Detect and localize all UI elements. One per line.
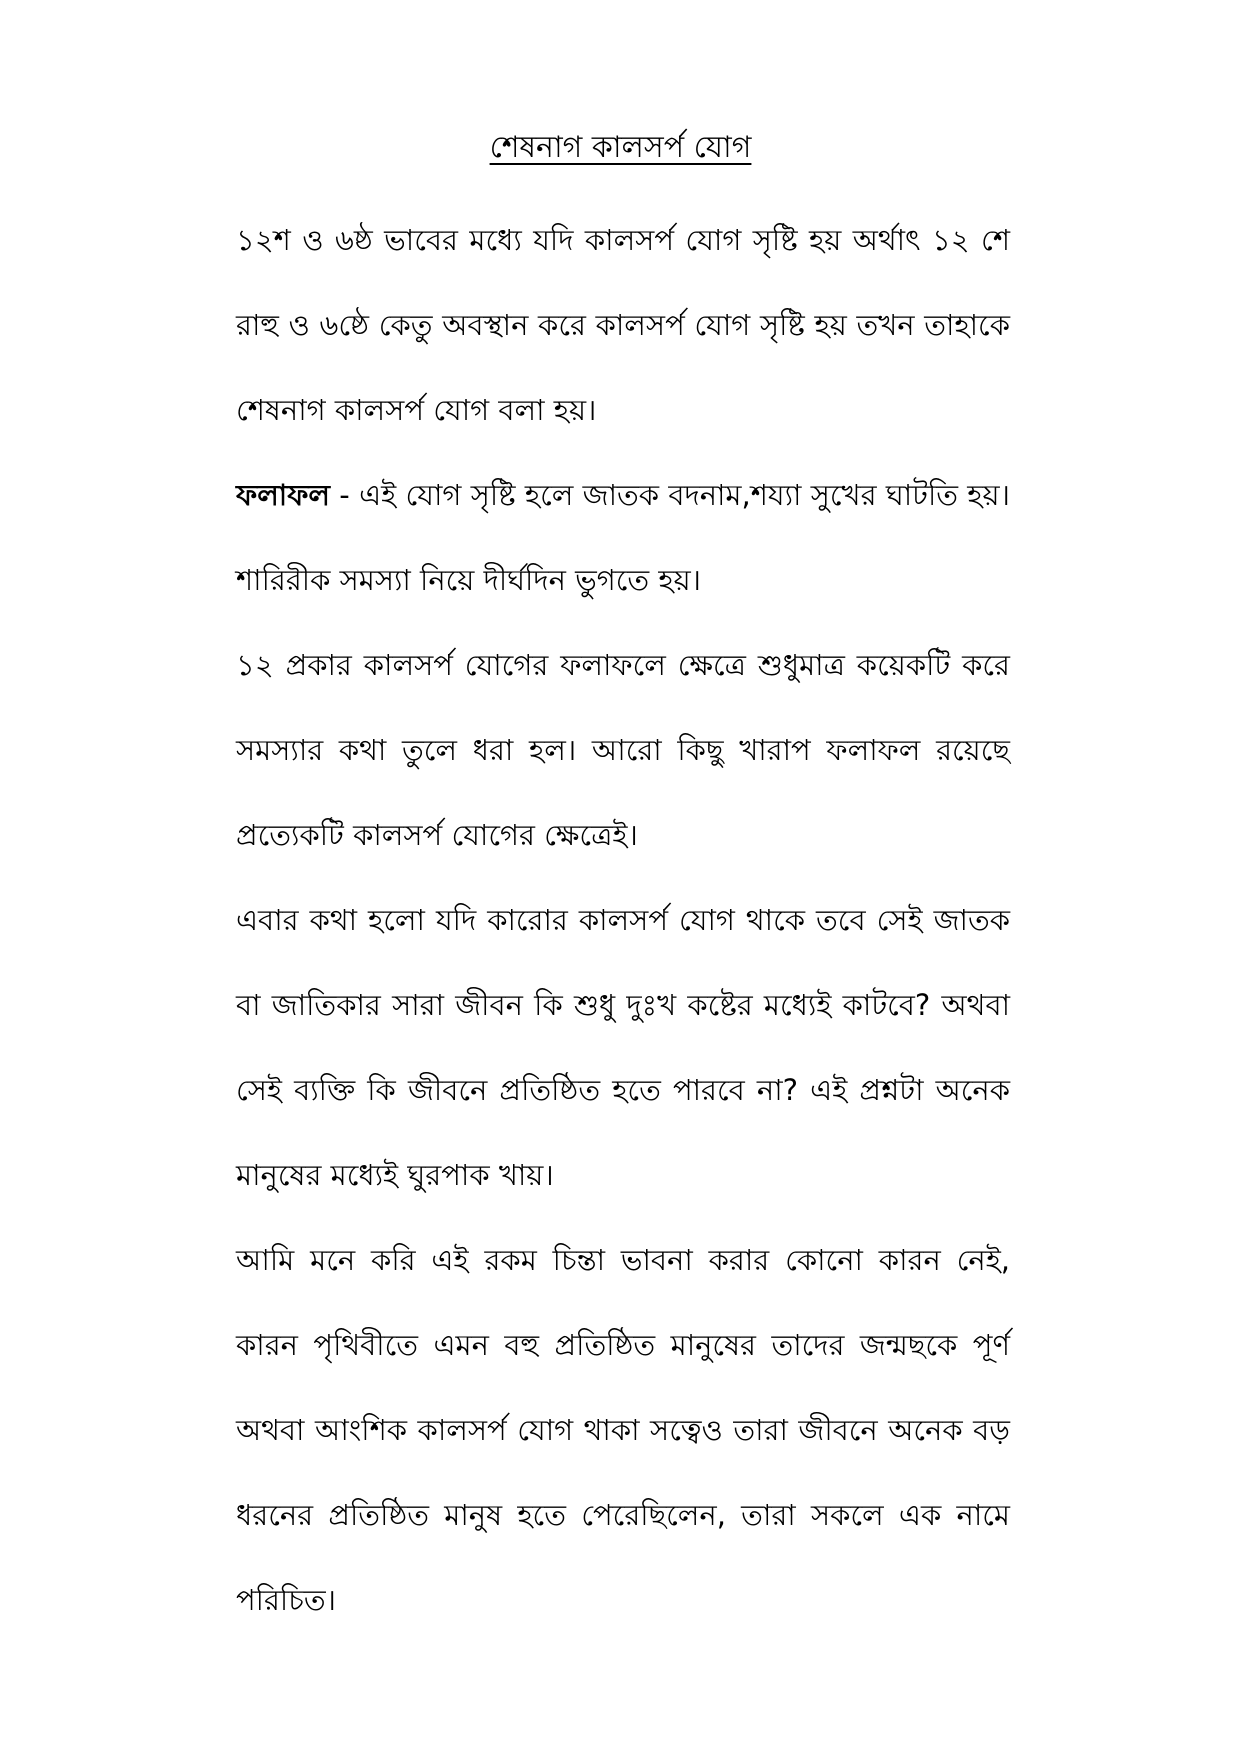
document-title-text: শেষনাগ কালসর্প যোগ bbox=[489, 130, 752, 165]
document-body bbox=[236, 198, 1010, 1643]
paragraph-text: ১২ প্রকার কালসর্প যোগের ফলাফলে ক্ষেত্রে শুধুমাত্র কয়েকটি করে সমস্যার কথা তুলে ধরা হল। আরো কিছু খারাপ ফলাফল রয়েছে প্রত্যেকটি কালসর্প যোগের ক্ষেত্রেই। bbox=[236, 648, 1010, 852]
document-title bbox=[0, 128, 1241, 168]
paragraph-text: - এই যোগ সৃষ্টি হলে জাতক বদনাম,শয্যা সুখের ঘাটতি হয়। শারিরীক সমস্যা নিয়ে দীর্ঘদিন ভুগতে হয়। bbox=[236, 478, 1010, 597]
effects-label: ফলাফল bbox=[236, 478, 331, 512]
paragraph-definition bbox=[236, 198, 1010, 453]
paragraph-effects bbox=[236, 453, 1010, 623]
paragraph-text: আমি মনে করি এই রকম চিন্তা ভাবনা করার কোনো কারন নেই, কারন পৃথিবীতে এমন বহু প্রতিষ্ঠিত মানুষের তাদের জন্মছকে পূর্ণ অথবা আংশিক কালসর্প যোগ থাকা সত্বেও তারা জীবনে অনেক বড় ধরনের প্রতিষ্ঠিত মানুষ হতে পেরেছিলেন, তারা সকলে এক নামে পরিচিত। bbox=[236, 1243, 1010, 1617]
paragraph-question bbox=[236, 878, 1010, 1218]
paragraph-text: ১২শ ও ৬ষ্ঠ ভাবের মধ্যে যদি কালসর্প যোগ সৃষ্টি হয় অর্থাৎ ১২ শে রাহু ও ৬ষ্ঠে কেতু অবস্থান করে কালসর্প যোগ সৃষ্টি হয় তখন তাহাকে শেষনাগ কালসর্প যোগ বলা হয়। bbox=[236, 223, 1010, 427]
paragraph-twelve-types bbox=[236, 623, 1010, 878]
paragraph-text: এবার কথা হলো যদি কারোর কালসর্প যোগ থাকে তবে সেই জাতক বা জাতিকার সারা জীবন কি শুধু দুঃখ কষ্টের মধ্যেই কাটবে? অথবা সেই ব্যক্তি কি জীবনে প্রতিষ্ঠিত হতে পারবে না? এই প্রশ্নটা অনেক মানুষের মধ্যেই ঘুরপাক খায়। bbox=[236, 903, 1010, 1192]
paragraph-opinion bbox=[236, 1218, 1010, 1643]
